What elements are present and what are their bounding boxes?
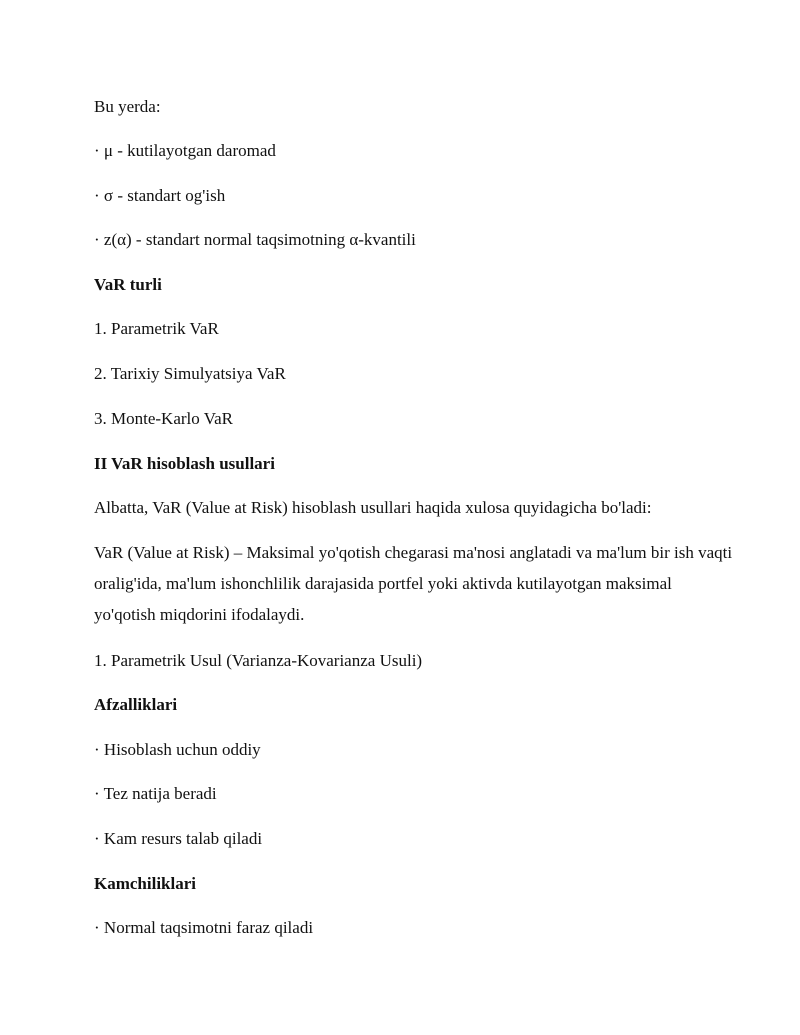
intro-label: Bu yerda: [94,97,161,116]
section-heading: II VaR hisoblash usullari [94,454,275,473]
method-heading: 1. Parametrik Usul (Varianza-Kovarianza Usuli) [94,651,423,670]
list-item-var-type-3: 3. Monte-Karlo VaR [94,409,233,428]
advantages-heading: Afzalliklari [94,695,178,714]
list-item-disadvantage-1: · Normal taqsimotni faraz qiladi [94,918,314,937]
list-item-advantage-2: · Tez natija beradi [94,784,217,803]
disadvantages-heading: Kamchiliklari [94,874,196,893]
definition-paragraph: VaR (Value at Risk) – Maksimal yo'qotish chegarasi ma'nosi anglatadi va ma'lum bir ish vaqti oralig'ida, ma'lum ishonchlilik darajasida portfel yoki aktivda kutilayotgan maksimal yo'qotish miqdorini ifodalaydi. [94,543,733,624]
list-item-var-type-2: 2. Tarixiy Simulyatsiya VaR [94,364,286,383]
list-item-var-type-1: 1. Parametrik VaR [94,319,219,338]
list-item-sigma: · σ - standart og'ish [94,186,226,205]
intro-paragraph: Albatta, VaR (Value at Risk) hisoblash usullari haqida xulosa quyidagicha bo'ladi: [94,498,652,517]
list-item-mu: · μ - kutilayotgan daromad [94,141,276,160]
heading-var-types: VaR turli [94,275,162,294]
list-item-z-alpha: · z(α) - standart normal taqsimotning α-kvantili [94,230,416,249]
list-item-advantage-3: · Kam resurs talab qiladi [94,829,263,848]
list-item-advantage-1: · Hisoblash uchun oddiy [94,740,261,759]
